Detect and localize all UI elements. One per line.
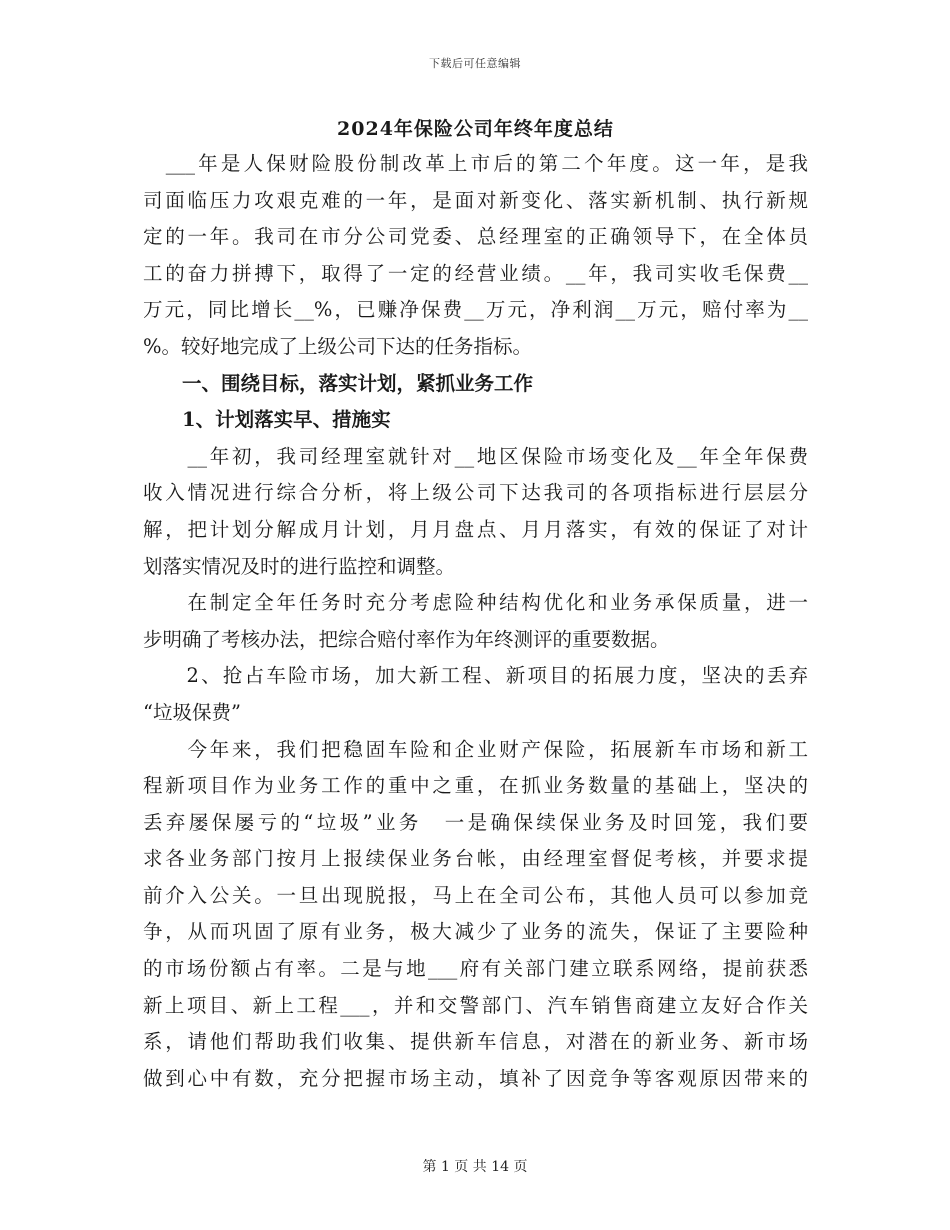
text-line: 1、计划落实早、措施实: [143, 408, 391, 432]
text-line: 新上项目、新上工程___，并和交警部门、汽车销售商建立友好合作关: [143, 993, 808, 1017]
text-line: 万元，同比增长__%，已赚净保费__万元，净利润__万元，赔付率为__: [143, 298, 808, 322]
text-line: 在制定全年任务时充分考虑险种结构优化和业务承保质量，进一: [143, 591, 808, 615]
text-line: 收入情况进行综合分析，将上级公司下达我司的各项指标进行层层分: [143, 481, 808, 505]
text-line: 争，从而巩固了原有业务，极大减少了业务的流失，保证了主要险种: [143, 920, 808, 944]
text-line: %。较好地完成了上级公司下达的任务指标。: [143, 334, 533, 358]
text-line: 步明确了考核办法，把综合赔付率作为年终测评的重要数据。: [143, 627, 670, 651]
text-line: “垃圾保费”: [143, 700, 241, 724]
text-line: __年初，我司经理室就针对__地区保险市场变化及__年全年保费: [143, 444, 808, 468]
text-line: 解，把计划分解成月计划，月月盘点、月月落实，有效的保证了对计: [143, 517, 808, 541]
text-line: 今年来，我们把稳固车险和企业财产保险，拓展新车市场和新工: [143, 737, 808, 761]
text-line: 程新项目作为业务工作的重中之重，在抓业务数量的基础上，坚决的: [143, 774, 808, 798]
text-line: 司面临压力攻艰克难的一年，是面对新变化、落实新机制、执行新规: [143, 188, 808, 212]
text-line: 前介入公关。一旦出现脱报，马上在全司公布，其他人员可以参加竞: [143, 883, 808, 907]
text-line: 2、抢占车险市场，加大新工程、新项目的拓展力度，坚决的丢弃: [143, 664, 808, 688]
text-line: 系，请他们帮助我们收集、提供新车信息，对潜在的新业务、新市场: [143, 1030, 808, 1054]
document-title: 2024年保险公司年终年度总结: [337, 118, 614, 140]
text-line: 定的一年。我司在市分公司党委、总经理室的正确领导下，在全体员: [143, 225, 808, 249]
document-body: [143, 112, 808, 1097]
text-line: 一、围绕目标，落实计划，紧抓业务工作: [143, 371, 534, 395]
text-line: 做到心中有数，充分把握市场主动，填补了因竞争等客观原因带来的: [143, 1066, 808, 1090]
page-footer: 第 1 页 共 14 页: [422, 1159, 528, 1175]
text-line: 工的奋力拼搏下，取得了一定的经营业绩。__年，我司实收毛保费__: [143, 261, 808, 285]
text-line: 求各业务部门按月上报续保业务台帐，由经理室督促考核，并要求提: [143, 847, 808, 871]
text-line: 丢弃屡保屡亏的“垃圾”业务 一是确保续保业务及时回笼，我们要: [143, 810, 808, 834]
header-note: 下载后可任意编辑: [429, 57, 521, 70]
body-text: [143, 146, 808, 1097]
text-line: 的市场份额占有率。二是与地___府有关部门建立联系网络，提前获悉: [143, 957, 808, 981]
text-line: ___年是人保财险股份制改革上市后的第二个年度。这一年，是我: [143, 152, 808, 175]
text-line: 划落实情况及时的进行监控和调整。: [143, 554, 456, 578]
